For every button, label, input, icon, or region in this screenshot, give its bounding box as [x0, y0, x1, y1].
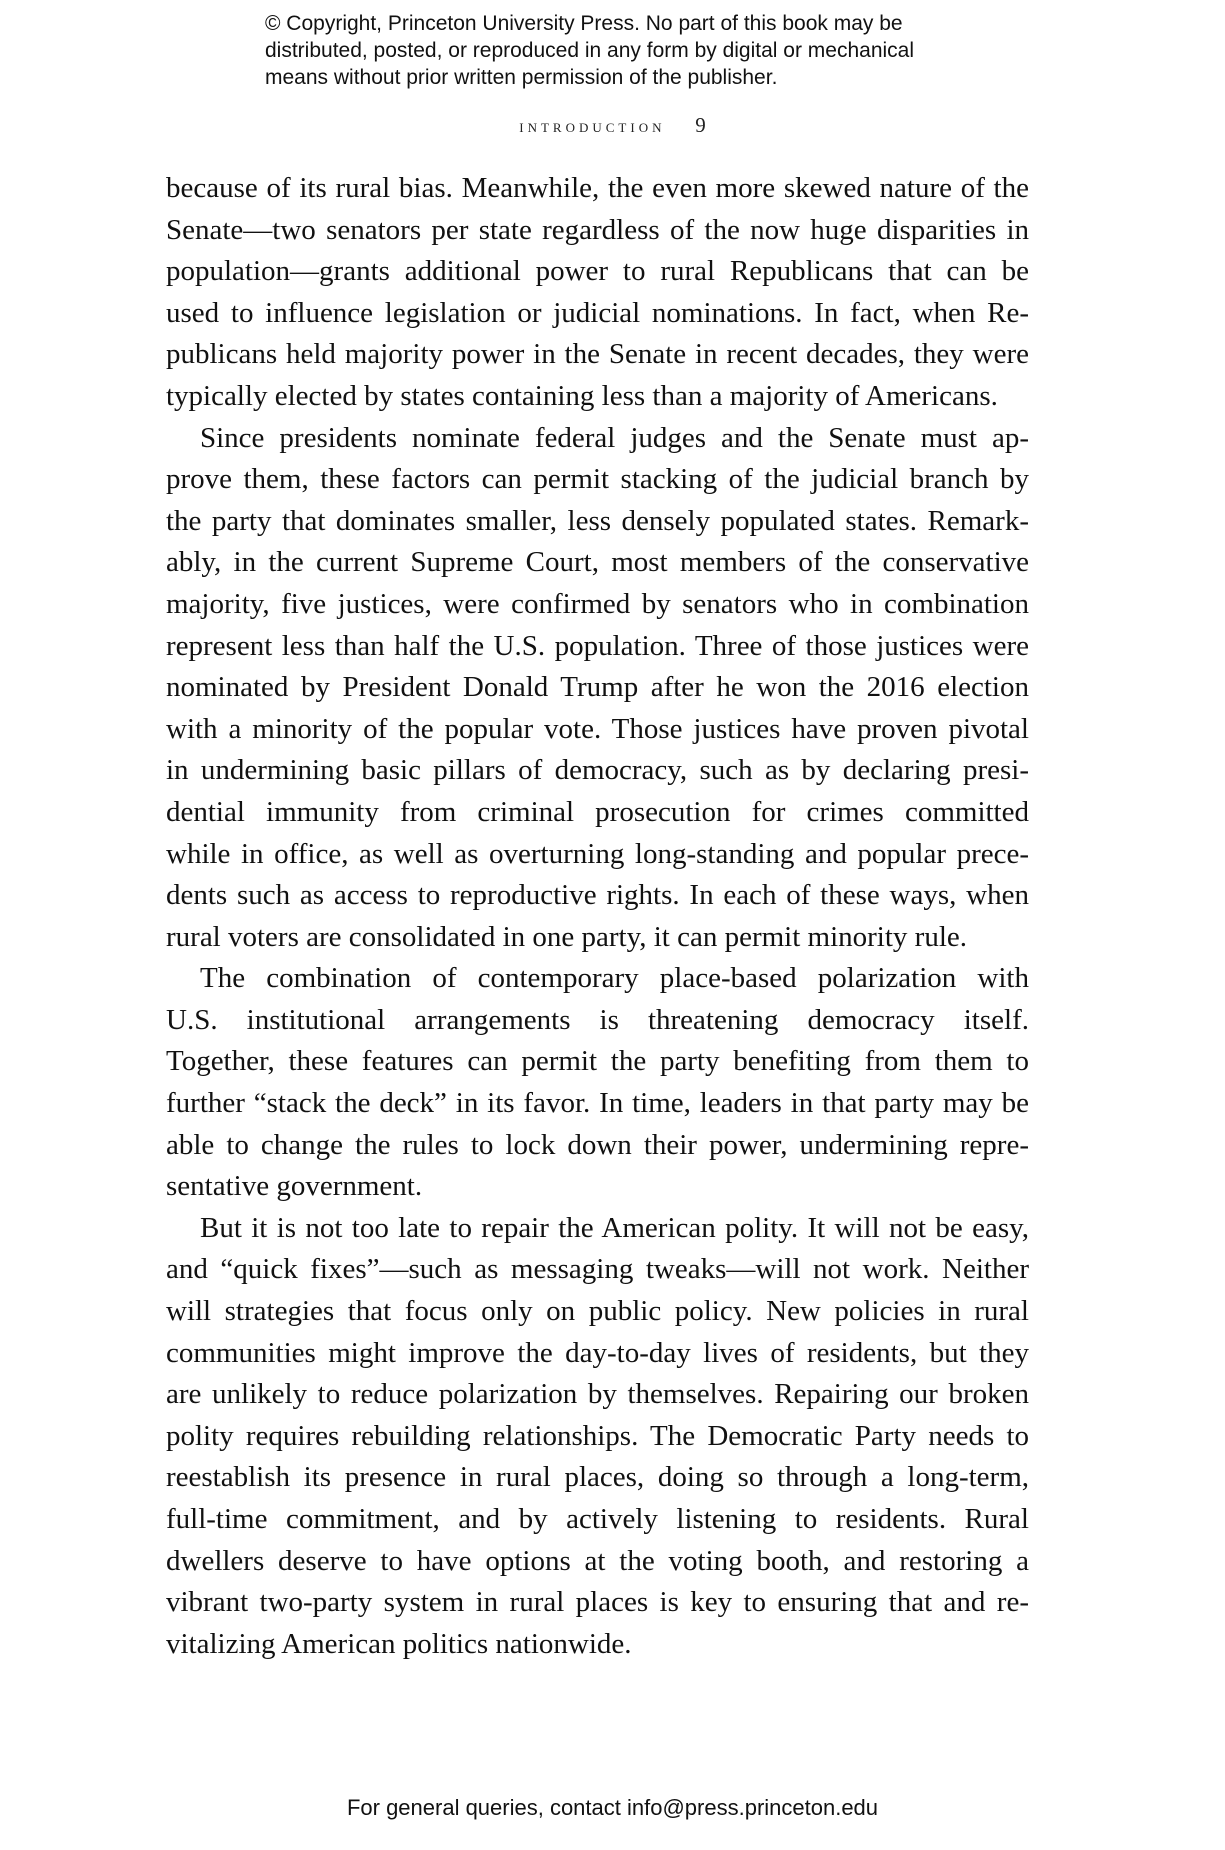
- text-line: Together, these features can permit the party benefiting from them to: [166, 1045, 1029, 1078]
- text-line: will strategies that focus only on public policy. New policies in rural: [166, 1295, 1029, 1328]
- text-line: and “quick fixes”—such as messaging tweaks—will not work. Neither: [166, 1253, 1029, 1286]
- text-line: ably, in the current Supreme Court, most members of the conservative: [166, 546, 1029, 579]
- text-line: represent less than half the U.S. population. Three of those justices were: [166, 629, 1029, 662]
- text-line: in undermining basic pillars of democracy, such as by declaring presi-: [166, 754, 1029, 787]
- text-line: polity requires rebuilding relationships. The Democratic Party needs to: [166, 1419, 1029, 1452]
- paragraph: [166, 958, 1029, 1208]
- text-line: able to change the rules to lock down their power, undermining repre-: [166, 1128, 1029, 1161]
- running-head-section: introduction: [519, 116, 666, 137]
- running-head: [0, 113, 1225, 138]
- text-line: full-time commitment, and by actively listening to residents. Rural: [166, 1503, 1029, 1535]
- footer-contact: For general queries, contact info@press.princeton.edu: [346, 1795, 879, 1820]
- paragraph: [166, 418, 1029, 959]
- copyright-line: means without prior written permission of the publisher.: [265, 66, 778, 89]
- text-line: vibrant two-party system in rural places is key to ensuring that and re-: [166, 1586, 1029, 1619]
- paragraph: [166, 1208, 1029, 1666]
- text-line: further “stack the deck” in its favor. In time, leaders in that party may be: [166, 1087, 1029, 1120]
- text-line: dential immunity from criminal prosecution for crimes committed: [166, 795, 1029, 828]
- text-line: Senate—two senators per state regardless of the now huge disparities in: [166, 213, 1029, 246]
- text-line: vitalizing American politics nationwide.: [166, 1627, 632, 1660]
- text-line: publicans held majority power in the Senate in recent decades, they were: [166, 338, 1029, 371]
- text-line: while in office, as well as overturning long-standing and popular prece-: [166, 837, 1029, 870]
- text-line: communities might improve the day-to-day lives of residents, but they: [166, 1336, 1029, 1369]
- text-line: typically elected by states containing less than a majority of Americans.: [166, 379, 998, 412]
- text-line: Since presidents nominate federal judges and the Senate must ap-: [200, 421, 1029, 454]
- text-line: with a minority of the popular vote. Those justices have proven pivotal: [166, 712, 1029, 745]
- text-line: majority, five justices, were confirmed by senators who in combination: [166, 587, 1029, 620]
- text-line: nominated by President Donald Trump after he won the 2016 election: [166, 671, 1029, 704]
- text-line: reestablish its presence in rural places, doing so through a long-term,: [166, 1461, 1029, 1494]
- text-line: sentative government.: [166, 1170, 423, 1203]
- text-line: dwellers deserve to have options at the voting booth, and restoring a: [166, 1544, 1029, 1577]
- copyright-line: distributed, posted, or reproduced in any form by digital or mechanical: [265, 39, 915, 62]
- text-line: used to influence legislation or judicial nominations. In fact, when Re-: [166, 296, 1029, 329]
- text-line: because of its rural bias. Meanwhile, the even more skewed nature of the: [166, 172, 1029, 204]
- copyright-line: © Copyright, Princeton University Press. No part of this book may be: [265, 12, 903, 35]
- text-line: the party that dominates smaller, less densely populated states. Remark-: [166, 504, 1029, 537]
- text-line: U.S. institutional arrangements is threatening democracy itself.: [166, 1003, 1029, 1036]
- text-line: prove them, these factors can permit stacking of the judicial branch by: [166, 463, 1029, 496]
- text-line: The combination of contemporary place-based polarization with: [200, 962, 1029, 995]
- copyright-notice: [265, 10, 1025, 91]
- text-line: dents such as access to reproductive rights. In each of these ways, when: [166, 879, 1029, 912]
- body-text: [166, 168, 1029, 1665]
- text-line: But it is not too late to repair the American polity. It will not be easy,: [200, 1211, 1029, 1244]
- paragraph: [166, 168, 1029, 418]
- text-line: population—grants additional power to rural Republicans that can be: [166, 255, 1029, 288]
- page-number: 9: [695, 113, 706, 137]
- text-line: are unlikely to reduce polarization by themselves. Repairing our broken: [166, 1378, 1029, 1411]
- text-line: rural voters are consolidated in one party, it can permit minority rule.: [166, 920, 967, 953]
